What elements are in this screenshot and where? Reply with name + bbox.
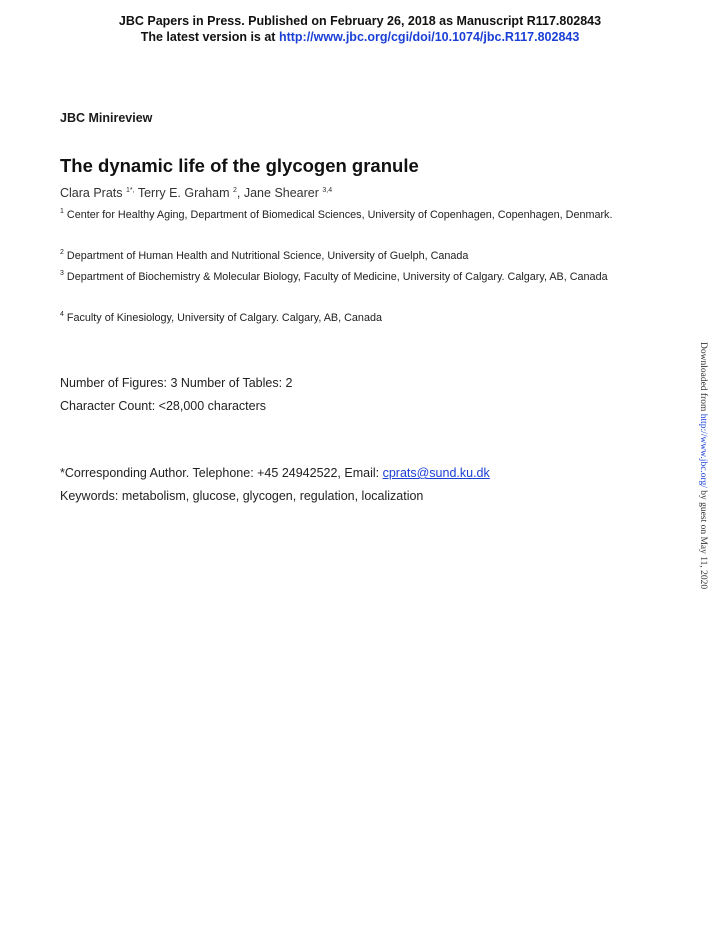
affiliation-mark: 1 — [60, 208, 64, 215]
affiliation-mark: 2 — [60, 249, 64, 256]
affiliation-3 — [60, 267, 640, 288]
affiliation-mark: 4 — [60, 311, 64, 318]
press-header-line1: JBC Papers in Press. Published on February 26, 2018 as Manuscript R117.802843 — [118, 14, 602, 28]
author-affiliation-mark: 2 — [233, 187, 237, 194]
author-affiliation-mark: 3,4 — [322, 187, 333, 194]
corresponding-author — [60, 466, 490, 480]
download-watermark — [698, 342, 708, 592]
affiliation-1 — [60, 205, 640, 226]
author-affiliation-mark: 1*, — [126, 187, 135, 194]
download-watermark-suffix: by guest on May 11, 2020 — [698, 487, 708, 590]
press-header-line2 — [0, 29, 720, 45]
email-link[interactable]: cprats@sund.ku.dk — [382, 466, 490, 480]
affiliation-text: Faculty of Kinesiology, University of Calgary. Calgary, AB, Canada — [66, 312, 382, 324]
character-count: Character Count: <28,000 characters — [60, 399, 267, 413]
author-name: Clara Prats — [60, 186, 123, 200]
affiliation-4 — [60, 308, 640, 329]
affiliation-text: Department of Biochemistry & Molecular Biology, Faculty of Medicine, University of Calgary. Calgary, AB, Canada — [66, 271, 608, 283]
affiliation-2 — [60, 246, 640, 267]
press-header — [0, 13, 720, 45]
author-name: Terry E. Graham — [137, 186, 230, 200]
author-name: Jane Shearer — [243, 186, 319, 200]
keywords: Keywords: metabolism, glucose, glycogen, regulation, localization — [60, 489, 424, 503]
author-list: Clara Prats $^{1*,}$ Terry E. Graham $^2$, Jane Shearer $^{3,4}$ — [60, 186, 333, 200]
download-watermark-prefix: Downloaded from — [698, 342, 708, 414]
affiliation-text: Department of Human Health and Nutritional Science, University of Guelph, Canada — [66, 250, 469, 262]
figure-table-count: Number of Figures: 3 Number of Tables: 2 — [60, 376, 293, 390]
corresponding-author-text: *Corresponding Author. Telephone: +45 24942522, Email: — [60, 466, 383, 480]
affiliation-mark: 3 — [60, 270, 64, 277]
latest-version-link[interactable]: http://www.jbc.org/cgi/doi/10.1074/jbc.R117.802843 — [278, 30, 580, 44]
latest-version-prefix: The latest version is at — [140, 30, 279, 44]
download-watermark-link[interactable]: http://www.jbc.org/ — [698, 413, 708, 488]
affiliation-text: Center for Healthy Aging, Department of Biomedical Sciences, University of Copenhagen, Copenhagen, Denmark. — [66, 209, 613, 221]
article-type-label: JBC Minireview — [60, 111, 153, 125]
paper-title: The dynamic life of the glycogen granule — [60, 155, 419, 176]
